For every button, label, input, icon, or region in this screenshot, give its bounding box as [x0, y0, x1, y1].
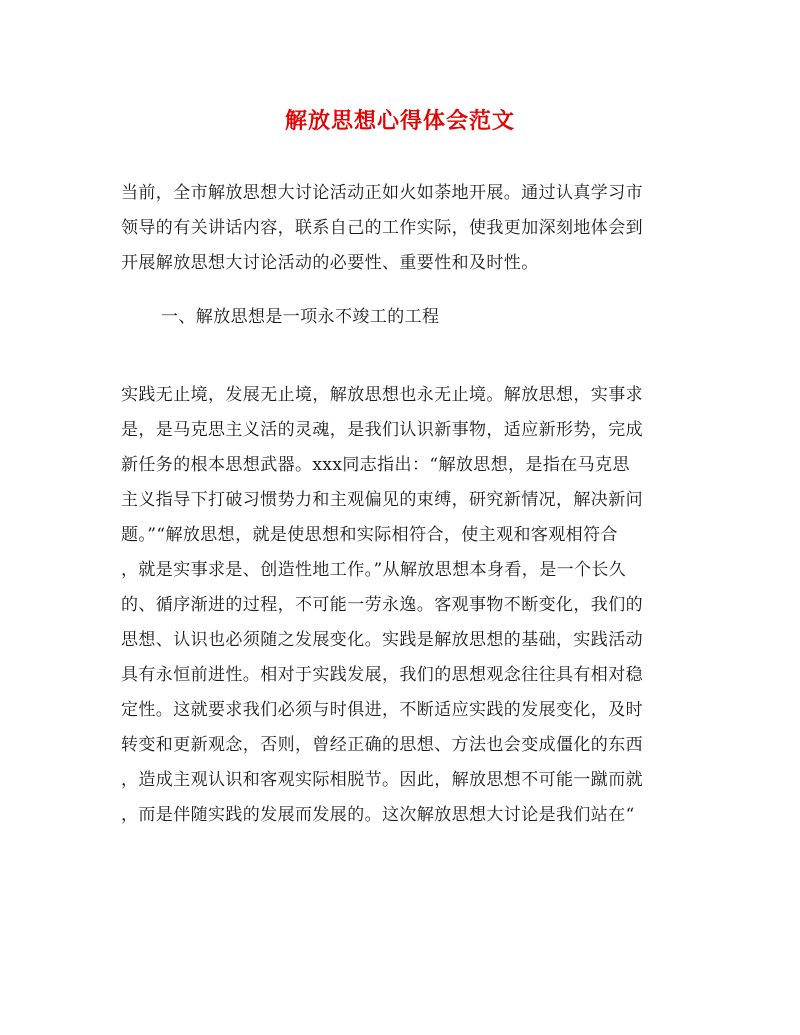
body-line: 题。”“解放思想，就是使思想和实际相符合，使主观和客观相符合: [121, 525, 618, 545]
body-line: 实践无止境，发展无止境，解放思想也永无止境。解放思想，实事求: [121, 385, 643, 405]
body-line: 转变和更新观念，否则，曾经正确的思想、方法也会变成僵化的东西: [121, 735, 643, 755]
intro-paragraph: [121, 176, 681, 281]
body-line: 主义指导下打破习惯势力和主观偏见的束缚，研究新情况，解决新问: [121, 490, 643, 510]
intro-line: 领导的有关讲话内容，联系自己的工作实际，使我更加深刻地体会到: [121, 218, 643, 238]
body-line: ，造成主观认识和客观实际相脱节。因此，解放思想不可能一蹴而就: [121, 770, 643, 790]
body-paragraph: [121, 378, 681, 833]
body-line: 是，是马克思主义活的灵魂，是我们认识新事物，适应新形势，完成: [121, 420, 643, 440]
body-line: 定性。这就要求我们必须与时俱进，不断适应实践的发展变化，及时: [121, 700, 643, 720]
body-line: 思想、认识也必须随之发展变化。实践是解放思想的基础，实践活动: [121, 630, 643, 650]
body-line: 新任务的根本思想武器。xxx同志指出：“解放思想，是指在马克思: [121, 455, 630, 475]
body-line: 的、循序渐进的过程，不可能一劳永逸。客观事物不断变化，我们的: [121, 595, 643, 615]
intro-line: 当前，全市解放思想大讨论活动正如火如荼地开展。通过认真学习市: [121, 183, 643, 203]
intro-line: 开展解放思想大讨论活动的必要性、重要性和及时性。: [121, 253, 539, 273]
body-line: 具有永恒前进性。相对于实践发展，我们的思想观念往往具有相对稳: [121, 665, 643, 685]
body-line: ，而是伴随实践的发展而发展的。这次解放思想大讨论是我们站在“: [121, 805, 635, 825]
document-title: 解放思想心得体会范文: [284, 108, 515, 134]
body-line: ，就是实事求是、创造性地工作。”从解放思想本身看，是一个长久: [121, 560, 627, 580]
section-heading: 一、解放思想是一项永不竣工的工程: [161, 307, 440, 327]
